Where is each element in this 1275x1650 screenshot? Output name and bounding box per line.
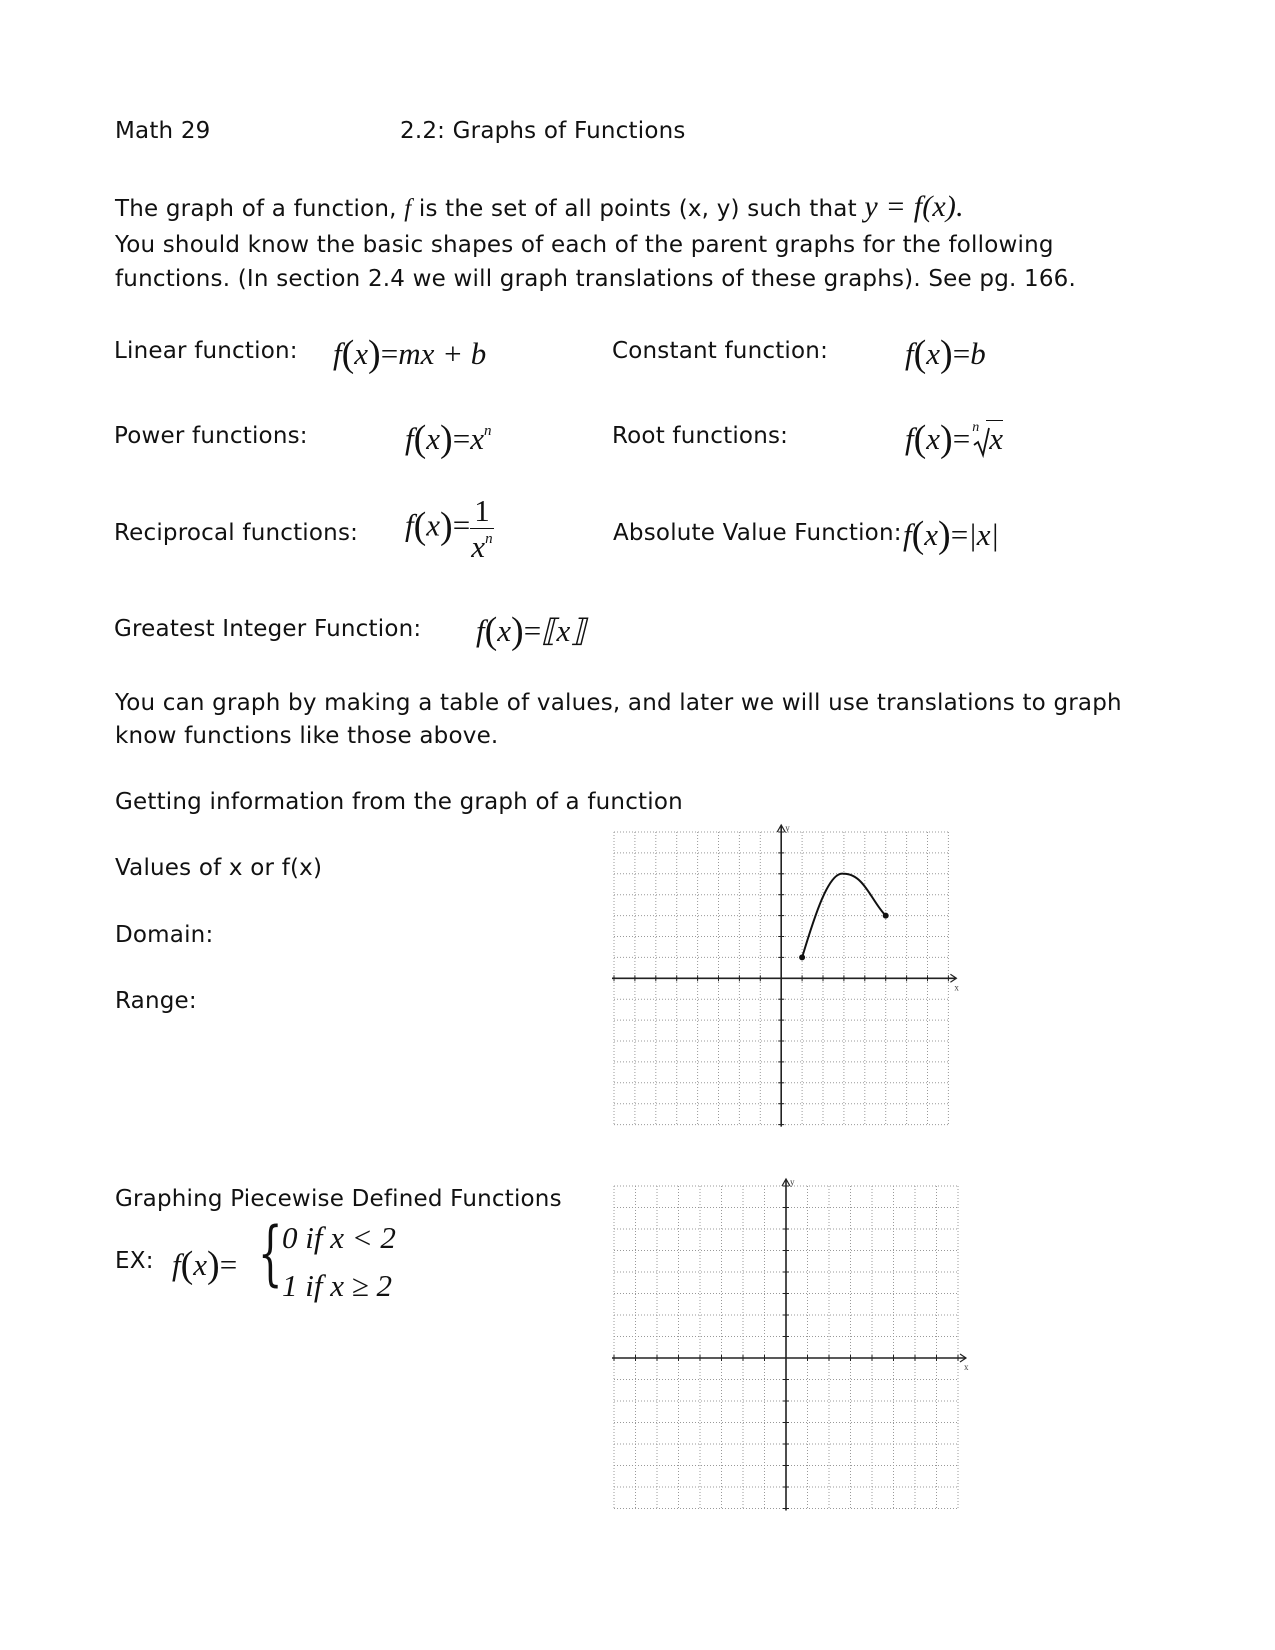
x-axis-label: x — [954, 982, 959, 993]
y-axis-label: y — [790, 1177, 795, 1187]
reciprocal-label: Reciprocal functions: — [114, 520, 359, 546]
root-label: Root functions: — [612, 423, 789, 449]
graph-2 — [608, 1177, 973, 1510]
intro-line-3: functions. (In section 2.4 we will graph translations of these graphs). See pg. 166. — [115, 266, 1077, 292]
range-label: Range: — [115, 988, 197, 1014]
piecewise-heading: Graphing Piecewise Defined Functions — [115, 1186, 562, 1212]
left-brace: { — [258, 1212, 283, 1294]
x-axis-label: x — [964, 1362, 969, 1372]
intro-equation: y = f(x). — [864, 190, 964, 223]
root-formula: f(x)= n x — [905, 418, 1003, 460]
endpoint-dot — [883, 913, 889, 919]
constant-formula: f(x)=b — [905, 333, 986, 375]
y-axis-label: y — [785, 823, 790, 833]
constant-label: Constant function: — [612, 338, 829, 364]
greatest-integer-label: Greatest Integer Function: — [114, 616, 422, 642]
endpoint-dot — [799, 954, 805, 960]
info-heading: Getting information from the graph of a function — [115, 789, 683, 815]
table-note-line-1: You can graph by making a table of values, and later we will use translations to graph — [115, 690, 1122, 716]
power-label: Power functions: — [114, 423, 308, 449]
intro-line-2: You should know the basic shapes of each of the parent graphs for the following — [115, 232, 1054, 258]
graph-1 — [608, 823, 959, 1138]
root-index: n — [972, 420, 980, 435]
example-label: EX: — [115, 1248, 154, 1274]
page-title: 2.2: Graphs of Functions — [400, 118, 686, 144]
values-label: Values of x or f(x) — [115, 855, 323, 881]
piecewise-case-2: 1 if x ≥ 2 — [282, 1268, 392, 1303]
domain-label: Domain: — [115, 922, 214, 948]
absolute-formula: f(x)=|x| — [903, 514, 999, 556]
radical-sign-icon — [974, 427, 990, 457]
reciprocal-formula: f(x)= $\frac{1}{x^n}$ — [405, 493, 493, 564]
intro-line-1: The graph of a function, f is the set of all points (x, y) such that y = f(x). — [115, 190, 964, 223]
linear-formula: f(x)=mx + b — [333, 333, 487, 375]
linear-label: Linear function: — [114, 338, 298, 364]
absolute-label: Absolute Value Function: — [613, 520, 902, 546]
piecewise-case-1: 0 if x < 2 — [282, 1220, 396, 1255]
power-formula: $f(x)=x^n$ — [405, 418, 492, 460]
greatest-integer-formula: f(x)=⟦x⟧ — [476, 610, 586, 652]
table-note-line-2: know functions like those above. — [115, 723, 499, 749]
piecewise-lhs: f(x)= — [172, 1244, 238, 1286]
course-label: Math 29 — [115, 118, 211, 144]
